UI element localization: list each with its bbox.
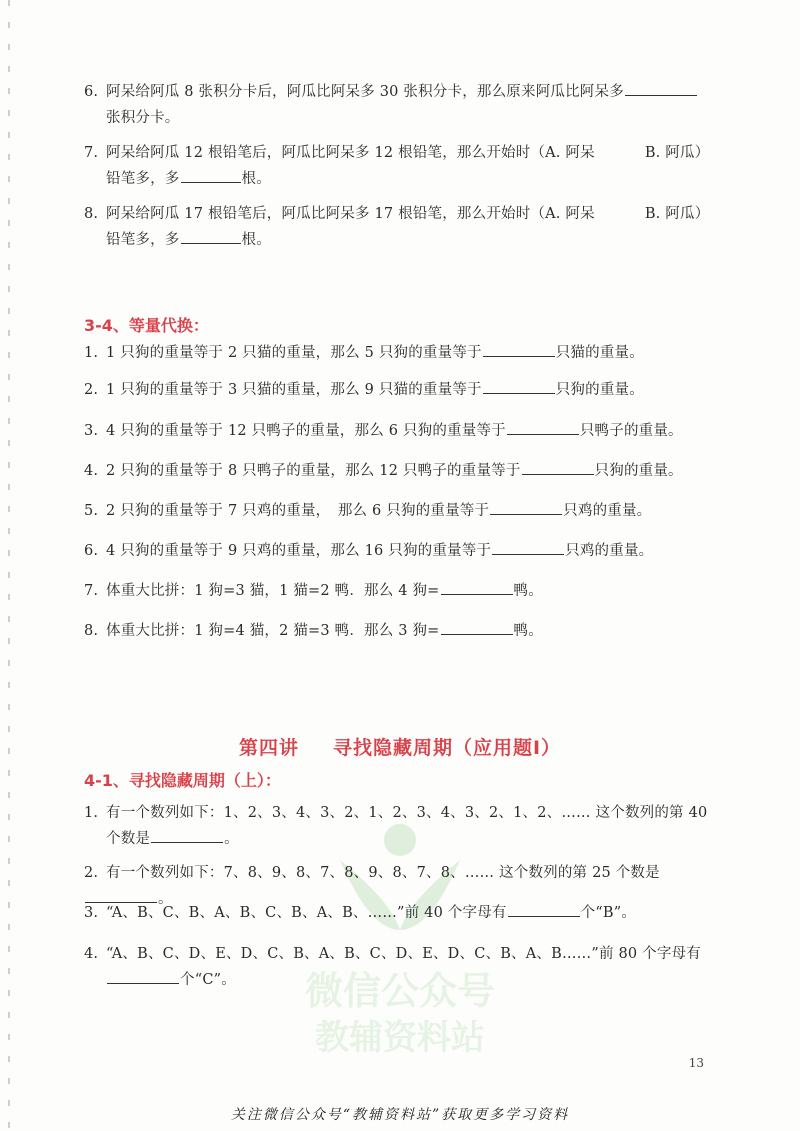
list-item: 2. 有一个数列如下：7、8、9、8、7、8、9、8、7、8、…… 这个数列的第 25 个数是。 <box>84 865 660 907</box>
list-item: 3. 4 只狗的重量等于 12 只鸭子的重量，那么 6 只狗的重量等于 只鸭子的重量。 <box>84 418 714 444</box>
answer-blank <box>490 498 562 515</box>
list-item: 3. “A、B、C、B、A、B、C、B、A、B、……”前 40 个字母有 个“B”。 <box>84 900 714 926</box>
list-item: 1. 1 只狗的重量等于 2 只猫的重量，那么 5 只狗的重量等于 只猫的重量。 <box>84 340 714 366</box>
list-item: 8. 体重大比拼：1 狗=4 猫，2 猫=3 鸭．那么 3 狗= 鸭。 <box>84 618 714 644</box>
answer-blank <box>107 967 179 984</box>
list-item: 4. 2 只狗的重量等于 8 只鸭子的重量，那么 12 只鸭子的重量等于 只狗的重量。 <box>84 458 714 484</box>
list-item: 4. “A、B、C、D、E、D、C、B、A、B、C、D、E、D、C、B、A、B……”前 80 个字母有 个“C”。 <box>84 946 701 988</box>
question-7: 7. 阿呆给阿瓜 12 根铅笔后，阿瓜比阿呆多 12 根铅笔，那么开始时（A. 阿呆 B. 阿瓜） 铅笔多，多 根。 <box>84 145 710 187</box>
watermark-line1: 微信公众号 <box>304 969 495 1013</box>
answer-blank <box>492 538 564 555</box>
question-8: 8. 阿呆给阿瓜 17 根铅笔后，阿瓜比阿呆多 17 根铅笔，那么开始时（A. 阿呆 B. 阿瓜） 铅笔多，多 根。 <box>84 206 710 248</box>
answer-blank <box>181 227 241 244</box>
answer-blank <box>508 900 580 917</box>
chapter-title: 第四讲 寻找隐藏周期（应用题Ⅰ） <box>238 737 562 759</box>
watermark-line2: 教辅资料站 <box>315 1018 485 1058</box>
answer-blank <box>507 418 579 435</box>
answer-blank <box>483 377 555 394</box>
answer-blank <box>625 79 697 96</box>
list-item: 2. 1 只狗的重量等于 3 只猫的重量，那么 9 只猫的重量等于 只狗的重量。 <box>84 377 714 403</box>
answer-blank <box>151 826 223 843</box>
answer-blank <box>441 618 513 635</box>
answer-blank <box>181 166 241 183</box>
section-title-4-1: 4-1、寻找隐藏周期（上）： <box>84 771 281 790</box>
list-item: 5. 2 只狗的重量等于 7 只鸡的重量， 那么 6 只狗的重量等于 只鸡的重量。 <box>84 498 714 524</box>
answer-blank <box>483 340 555 357</box>
list-item: 6. 4 只狗的重量等于 9 只鸡的重量，那么 16 只狗的重量等于 只鸡的重量。 <box>84 538 714 564</box>
section-title-3-4: 3-4、等量代换： <box>84 316 209 335</box>
page-number: 13 <box>688 1056 704 1070</box>
question-6: 6. 阿呆给阿瓜 8 张积分卡后，阿瓜比阿呆多 30 张积分卡，那么原来阿瓜比阿呆多 张积分卡。 <box>84 79 714 131</box>
footer-note: 关注微信公众号“教辅资料站”获取更多学习资料 <box>230 1107 570 1123</box>
answer-blank <box>441 578 513 595</box>
list-item: 7. 体重大比拼：1 狗=3 猫，1 猫=2 鸭．那么 4 狗= 鸭。 <box>84 578 714 604</box>
answer-blank <box>522 458 594 475</box>
list-item: 1. 有一个数列如下：1、2、3、4、3、2、1、2、3、4、3、2、1、2、…… 这个数列的第 40 个数是 。 <box>84 805 708 847</box>
